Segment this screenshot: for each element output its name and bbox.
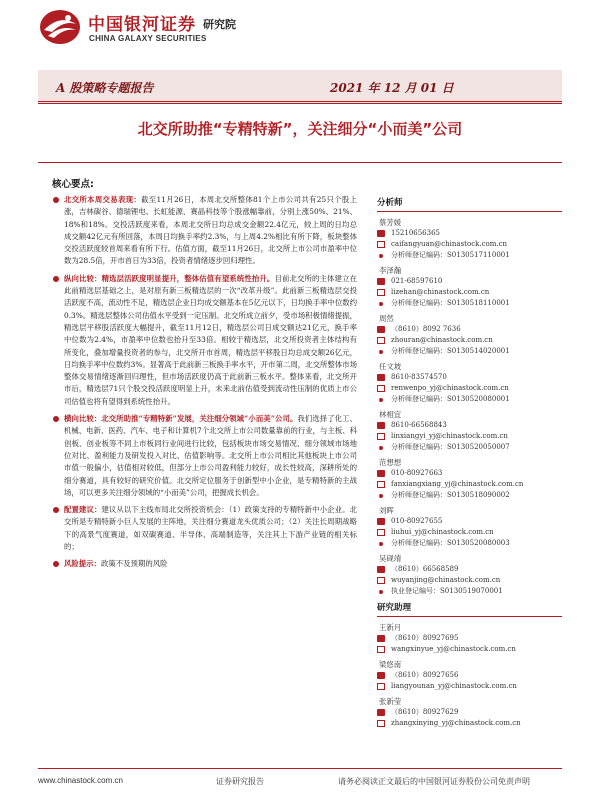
analyst-card — [377, 313, 562, 357]
paragraph-vertical-comparison — [52, 273, 357, 408]
analyst-card — [377, 505, 562, 549]
analyst-email-text[interactable]: fanxiangxiang_yj@chinastock.com.cn — [391, 480, 524, 488]
analyst-reg — [377, 586, 562, 597]
analyst-phone-text: 021-68597610 — [391, 277, 443, 285]
analyst-phone — [377, 633, 562, 644]
paragraph-allocation-advice — [52, 504, 357, 553]
phone-icon — [377, 326, 385, 333]
bullet-icon — [53, 507, 59, 513]
dot-icon — [379, 302, 383, 306]
paragraph-text: 政策不及预期的风险 — [100, 559, 168, 569]
analyst-email-text[interactable]: lizehan@chinastock.com.cn — [391, 288, 490, 296]
analyst-reg — [377, 394, 562, 405]
assistant-list — [377, 622, 562, 729]
analyst-reg-text: 分析师登记编码：S0130520050007 — [391, 443, 510, 451]
analyst-reg — [377, 490, 562, 501]
analyst-email — [377, 239, 562, 250]
dot-icon — [379, 254, 383, 258]
analyst-phone — [377, 276, 562, 287]
analyst-name: 刘晖 — [379, 506, 394, 515]
analyst-name: 范想想 — [379, 458, 402, 467]
phone-icon — [377, 518, 385, 525]
analyst-phone-text: 15210656365 — [391, 229, 440, 237]
paragraph-lead: 配置建议： — [64, 505, 102, 515]
paragraph-horizontal-comparison — [52, 413, 357, 499]
analyst-email-text[interactable]: wuyanjing@chinastock.com.cn — [391, 576, 501, 584]
analyst-email — [377, 431, 562, 442]
analyst-reg — [377, 298, 562, 309]
analyst-email — [377, 335, 562, 346]
paragraph-text: 目前北交所的主体建立在此前精选层基础之上，是对原有新三板精选层的一次“改革升级”。此前新三板精选层交投活跃度不高，流动性不足，精选层企业日均成交额基本在5亿元以下，日均换手率中位数约0.3%。精选层整体公司估值水平受到一定压制。北交所成立前夕，受市场积极情绪提振，精选层平移股活跃度大幅提升，截至11月12日，精选层公司日成交额达21亿元，换手率中位数为2.4%，市盈率中位数也抬升至33倍。相较于精选层，北交所投资者主体结构有所变化，叠加增量投资者的参与，北交所开市首周，精选层平移股日均总成交额26亿元，日均换手率中位数约3%。显著高于此前新三板换手率水平，开市第二周，北交所整体市场整体交易情绪逐渐回归理性，但市场活跃度仍高于此前新三板水平。整体来看，北交所开市后，精选层71只个股交投活跃度明显上升，未来北前估值受到流动性压制的优质上市公司估值也将有望得到系统性抬升。 — [64, 273, 357, 406]
analyst-phone — [377, 228, 562, 239]
main-content — [52, 194, 357, 576]
phone-icon — [377, 230, 385, 237]
bullet-icon — [53, 416, 59, 422]
analyst-reg — [377, 250, 562, 261]
analyst-name: 李泽瀚 — [379, 266, 402, 275]
analyst-phone — [377, 372, 562, 383]
analyst-reg-text: 分析师登记编码：S0130518110001 — [391, 299, 510, 307]
galaxy-logo-icon — [38, 8, 82, 46]
analyst-phone — [377, 468, 562, 479]
phone-icon — [377, 566, 385, 573]
analyst-email — [377, 383, 562, 394]
analyst-card — [377, 696, 562, 729]
paragraph-weekly-performance — [52, 194, 357, 268]
footer-website[interactable]: www.chinastock.com.cn — [38, 776, 123, 785]
brand-name-en: CHINA GALAXY SECURITIES — [89, 34, 207, 43]
analyst-email — [377, 479, 562, 490]
analyst-name: 蔡芳媛 — [379, 218, 402, 227]
analyst-phone-text: （8610）80927656 — [391, 671, 459, 679]
mail-icon — [377, 481, 385, 488]
analyst-card — [377, 622, 562, 655]
bullet-icon — [53, 197, 59, 203]
brand-name-cn: 中国银河证券 — [88, 15, 196, 35]
analyst-email-text[interactable]: renwenpo_yj@chinastock.com.cn — [391, 384, 509, 392]
paragraph-lead: 北交所本周交易表现： — [64, 195, 142, 204]
analyst-reg-text: 分析师登记编码：S0130518090002 — [391, 491, 510, 499]
report-date: 2021 年 12 月 01 日 — [330, 81, 454, 95]
analyst-phone-text: 010-80927663 — [391, 469, 443, 477]
analyst-email — [377, 575, 562, 586]
mail-icon — [377, 720, 385, 727]
dot-icon — [379, 398, 383, 402]
dot-icon — [379, 446, 383, 450]
dot-icon — [379, 350, 383, 354]
bullet-icon — [53, 561, 59, 567]
analyst-reg-text: 分析师登记编码：S0130517110001 — [391, 251, 510, 259]
analyst-email — [377, 527, 562, 538]
analyst-email-text[interactable]: wangxinyue_yj@chinastock.com.cn — [391, 645, 516, 653]
analyst-name: 王新月 — [379, 623, 402, 632]
analyst-reg — [377, 538, 562, 549]
phone-icon — [377, 422, 385, 429]
analyst-reg — [377, 442, 562, 453]
institute-label: 研究院 — [203, 18, 236, 31]
phone-icon — [377, 709, 385, 716]
dot-icon — [379, 494, 383, 498]
analyst-email — [377, 287, 562, 298]
analyst-email-text[interactable]: zhouran@chinastock.com.cn — [391, 336, 493, 344]
analyst-sidebar — [377, 196, 562, 733]
analyst-list — [377, 217, 562, 597]
analyst-reg-text: 分析师登记编码：S0130514020001 — [391, 347, 510, 355]
mail-icon — [377, 385, 385, 392]
core-points-label: 核心要点: — [52, 179, 94, 190]
report-type: A 股策略专题报告 — [56, 81, 154, 95]
analyst-phone-text: 8610-66568843 — [391, 421, 447, 429]
dot-icon — [379, 590, 383, 594]
mail-icon — [377, 646, 385, 653]
analyst-email-text[interactable]: liuhui_yj@chinastock.com.cn — [391, 528, 494, 536]
phone-icon — [377, 672, 385, 679]
mail-icon — [377, 337, 385, 344]
footer-divider — [38, 768, 562, 769]
paragraph-risk-warning — [52, 558, 357, 570]
paragraph-text: 截至11月26日，本周北交所整体81个上市公司共有25只个股上涨，吉林碳谷、德瑞锂电、长虹能源、赛晶科技等个股涨幅靠前，分别上涨50%、21%、18%和18%。交投活跃度来看，本周北交所日均总成交金额22.4亿元，较上周的日均总成交额42亿元有所回落，本周日均换手率约2.3%，与上周4.2%相比有所下降，板块整体交投活跃度较首周来看有所下行。估值方面，截至11月26日，北交所上市公司市盈率中位数为28.5倍，开市首日为33倍，投资者情绪逐步回归理性。 — [64, 195, 357, 266]
analyst-email-text[interactable]: caifangyuan@chinastock.com.cn — [391, 240, 508, 248]
paragraph-lead: 横向比较：北交所助推“专精特新”发展，关注细分领域“小而美”公司。 — [64, 414, 298, 424]
analyst-email — [377, 644, 562, 655]
mail-icon — [377, 289, 385, 296]
analyst-phone-text: （8610）80927695 — [391, 634, 459, 642]
analyst-card — [377, 457, 562, 501]
paragraph-text: 建议从以下主线布局北交所投资机会：（1）政策支持的专精特新中小企业。北交所是专精特新小巨人发展的主阵地，关注细分赛道龙头优质公司；（2）关注长周期战略下的高景气度赛道，如双碳赛道、半导体、高端制造等，关注其上下游产业链的相关标的； — [64, 505, 357, 552]
analyst-email-text[interactable]: zhangxinying_yj@chinastock.com.cn — [391, 719, 521, 727]
analyst-card — [377, 361, 562, 405]
title-divider — [38, 162, 562, 163]
analyst-email-text[interactable]: liangyounan_yj@chinastock.com.cn — [391, 682, 517, 690]
analyst-card — [377, 217, 562, 261]
footer-disclaimer: 请务必阅读正文最后的中国银河证券股份公司免责声明 — [338, 777, 530, 786]
mail-icon — [377, 529, 385, 536]
bullet-icon — [53, 276, 59, 282]
analyst-phone — [377, 516, 562, 527]
analyst-name: 任文坡 — [379, 362, 402, 371]
phone-icon — [377, 470, 385, 477]
analyst-reg-text: 分析师登记编码：S0130520080003 — [391, 539, 510, 547]
mail-icon — [377, 577, 385, 584]
phone-icon — [377, 635, 385, 642]
analyst-name: 张新莹 — [379, 697, 402, 706]
analyst-phone — [377, 670, 562, 681]
analyst-card — [377, 265, 562, 309]
analyst-phone — [377, 420, 562, 431]
paragraph-lead: 风险提示： — [64, 559, 101, 569]
analyst-name: 梁悠南 — [379, 660, 402, 669]
mail-icon — [377, 433, 385, 440]
footer-service: 证券研究报告 — [216, 777, 264, 786]
paragraph-lead: 纵向比较：精选层活跃度明显提升，整体估值有望系统性抬升。 — [64, 273, 275, 283]
analyst-phone-text: （8610）66568589 — [391, 565, 459, 573]
dot-icon — [379, 542, 383, 546]
analyst-reg-text: 执业登记编号：S0130519070001 — [391, 587, 503, 595]
report-type-band — [38, 70, 562, 104]
report-header — [0, 0, 600, 60]
analyst-phone-text: （8610）8092 7636 — [391, 325, 461, 333]
analyst-phone — [377, 324, 562, 335]
analyst-reg — [377, 346, 562, 357]
analyst-phone-text: 010-80927655 — [391, 517, 443, 525]
analyst-email — [377, 681, 562, 692]
paragraph-text: 我们选择了化工、机械、电新、医药、汽车、电子和计算机7个北交所上市公司数量靠前的行业，与主板、科创板、创业板等不同上市板同行业间进行比较，包括板块市场交易情况、细分领域市场地位对比、盈利能力及研发投入对比、估值影响等。北交所上市公司相比其他板块上市公司市值一般偏小，估值相对较低，但部分上市公司盈利能力较好，成长性较高，深耕所处的细分赛道，具有较好的研究价值。北交所定位服务于创新型中小企业，是专精特新的主战场，可以更多关注细分领域的“小而美”公司，把握成长机会。 — [64, 414, 357, 497]
analyst-name: 林相宜 — [379, 410, 402, 419]
analyst-email-text[interactable]: linxiangyi_yj@chinastock.com.cn — [391, 432, 508, 440]
analyst-phone-text: （8610）80927629 — [391, 708, 459, 716]
assistants-heading: 研究助理 — [377, 601, 562, 617]
mail-icon — [377, 241, 385, 248]
analyst-phone-text: 8610-83574570 — [391, 373, 447, 381]
analyst-phone — [377, 707, 562, 718]
phone-icon — [377, 374, 385, 381]
analyst-card — [377, 553, 562, 597]
mail-icon — [377, 683, 385, 690]
analyst-name: 周然 — [379, 314, 394, 323]
analyst-email — [377, 718, 562, 729]
analyst-phone — [377, 564, 562, 575]
report-title: 北交所助推“专精特新”，关注细分“小而美”公司 — [137, 120, 463, 138]
analyst-card — [377, 409, 562, 453]
analyst-name: 吴砚靖 — [379, 554, 402, 563]
analysts-heading: 分析师 — [377, 196, 562, 212]
phone-icon — [377, 278, 385, 285]
analyst-card — [377, 659, 562, 692]
analyst-reg-text: 分析师登记编码：S0130520080001 — [391, 395, 510, 403]
